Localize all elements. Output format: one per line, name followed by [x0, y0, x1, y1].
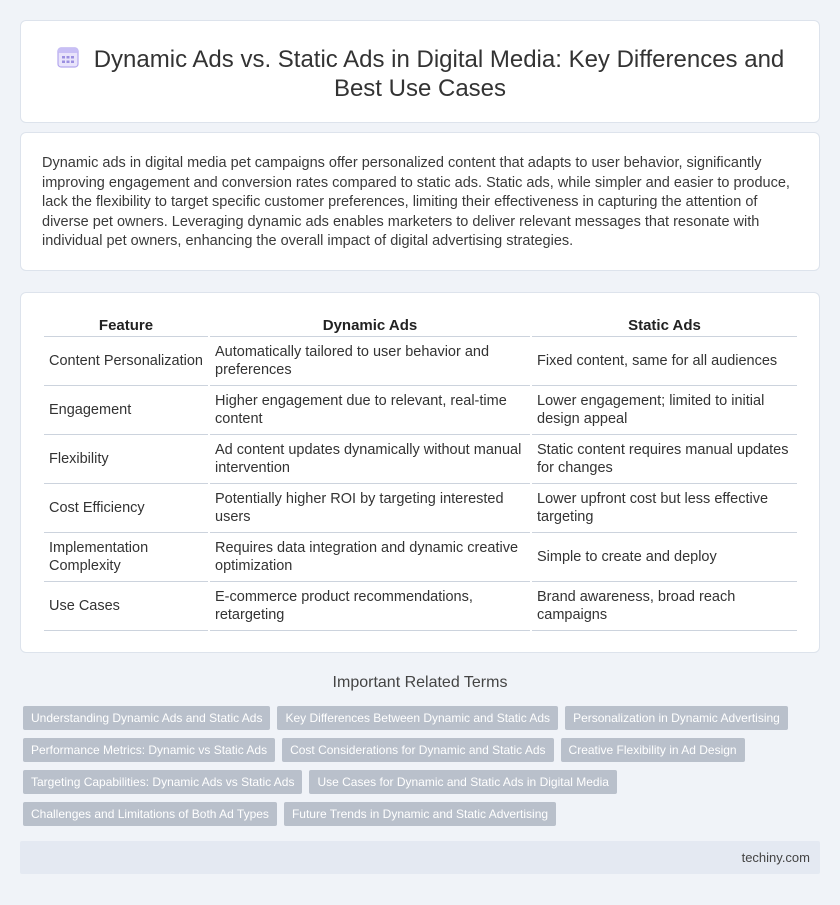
related-term-tag[interactable]: Future Trends in Dynamic and Static Advertising [284, 802, 556, 826]
table-row [44, 533, 797, 582]
table-row [44, 435, 797, 484]
feature-cell: Cost Efficiency [44, 484, 208, 533]
page-title [21, 45, 819, 103]
related-term-tag[interactable]: Targeting Capabilities: Dynamic Ads vs Static Ads [23, 770, 302, 794]
page-title-line-1: Dynamic Ads vs. Static Ads in Digital Media: Key Differences and [93, 46, 785, 73]
column-header-static-ads: Static Ads [532, 315, 797, 337]
table-row [44, 337, 797, 386]
related-tags-row [23, 706, 788, 730]
related-tags-row [23, 738, 745, 762]
related-term-tag[interactable]: Key Differences Between Dynamic and Static Ads [277, 706, 558, 730]
related-term-tag[interactable]: Personalization in Dynamic Advertising [565, 706, 788, 730]
header-card [20, 20, 820, 123]
static-ads-cell: Static content requires manual updates for changes [532, 435, 797, 484]
footer-site-link[interactable]: techiny.com [741, 850, 810, 865]
related-term-tag[interactable]: Cost Considerations for Dynamic and Static Ads [282, 738, 553, 762]
dynamic-ads-cell: Higher engagement due to relevant, real-time content [210, 386, 530, 435]
column-header-dynamic-ads: Dynamic Ads [210, 315, 530, 337]
static-ads-cell: Lower engagement; limited to initial design appeal [532, 386, 797, 435]
static-ads-cell: Simple to create and deploy [532, 533, 797, 582]
static-ads-cell: Fixed content, same for all audiences [532, 337, 797, 386]
static-ads-cell: Lower upfront cost but less effective targeting [532, 484, 797, 533]
dynamic-ads-cell: Automatically tailored to user behavior and preferences [210, 337, 530, 386]
dynamic-ads-cell: E-commerce product recommendations, retargeting [210, 582, 530, 631]
related-term-tag[interactable]: Creative Flexibility in Ad Design [561, 738, 745, 762]
table-row [44, 484, 797, 533]
feature-cell: Engagement [44, 386, 208, 435]
intro-card [20, 132, 820, 271]
dynamic-ads-cell: Potentially higher ROI by targeting interested users [210, 484, 530, 533]
feature-cell: Use Cases [44, 582, 208, 631]
dynamic-ads-cell: Requires data integration and dynamic creative optimization [210, 533, 530, 582]
related-term-tag[interactable]: Challenges and Limitations of Both Ad Types [23, 802, 277, 826]
table-row [44, 386, 797, 435]
static-ads-cell: Brand awareness, broad reach campaigns [532, 582, 797, 631]
intro-text: Dynamic ads in digital media pet campaigns offer personalized content that adapts to user behavior, significantly improving engagement and conversion rates compared to static ads. Static ads, while simpler and easier to produce, lack the flexibility to target specific customer preferences, limiting their effectiveness in capturing the attention of diverse pet owners. Leveraging dynamic ads enables marketers to deliver relevant messages that resonate with individual pet owners, enhancing the overall impact of digital advertising strategies. [42, 155, 790, 250]
related-terms-heading: Important Related Terms [332, 674, 508, 691]
related-term-tag[interactable]: Understanding Dynamic Ads and Static Ads [23, 706, 270, 730]
feature-cell: Flexibility [44, 435, 208, 484]
table-row [44, 582, 797, 631]
comparison-table [42, 315, 799, 631]
page-title-line-2: Best Use Cases [333, 75, 507, 102]
related-tags-row [23, 770, 617, 794]
dynamic-ads-cell: Ad content updates dynamically without manual intervention [210, 435, 530, 484]
table-header-row [44, 315, 797, 337]
related-term-tag[interactable]: Performance Metrics: Dynamic vs Static Ads [23, 738, 275, 762]
feature-cell: Content Personalization [44, 337, 208, 386]
feature-cell: Implementation Complexity [44, 533, 208, 582]
related-term-tag[interactable]: Use Cases for Dynamic and Static Ads in Digital Media [309, 770, 616, 794]
comparison-table-card [20, 292, 820, 653]
related-tags-row [23, 802, 556, 826]
footer [20, 841, 820, 874]
column-header-feature: Feature [44, 315, 208, 337]
